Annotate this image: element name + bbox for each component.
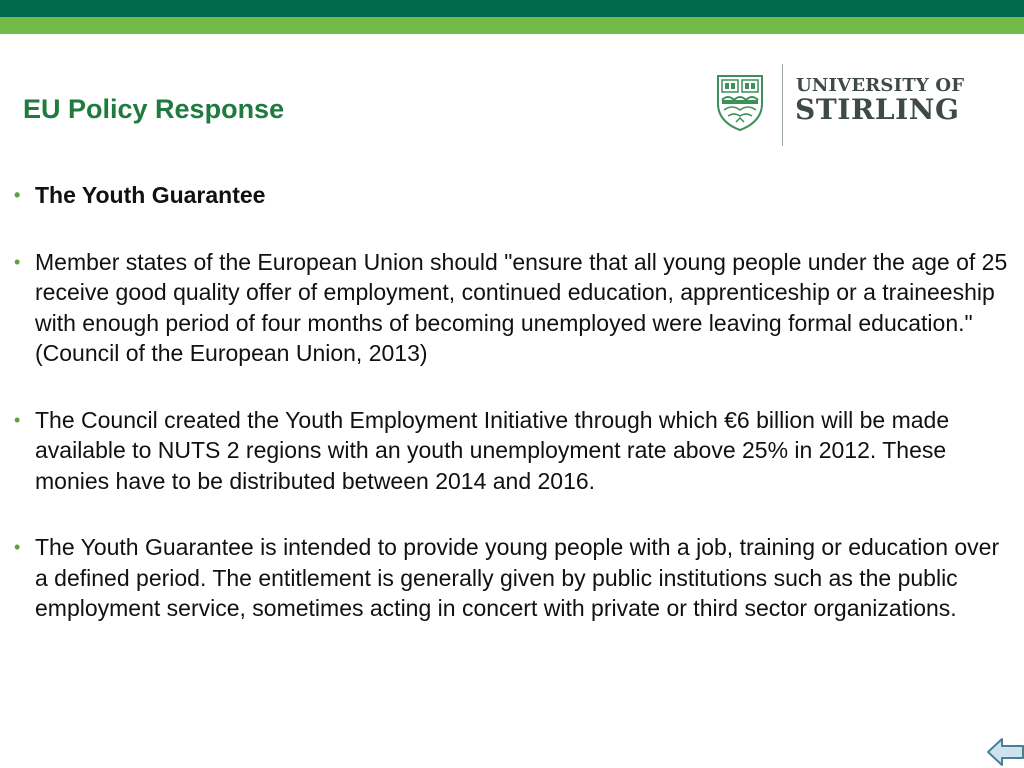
bullet-text: The Youth Guarantee is intended to provide young people with a job, training or education over a defined period. The entitlement is generally given by public institutions such as the public employment service, sometimes acting in concert with private or third sector organizations. xyxy=(35,534,1000,621)
university-logo xyxy=(716,64,966,146)
slide-title: EU Policy Response xyxy=(23,94,285,124)
bullet-icon: • xyxy=(14,251,21,272)
bullet-item-youth-guarantee-heading xyxy=(0,180,1010,211)
bullet-list xyxy=(0,180,1010,660)
header-band-light xyxy=(0,17,1024,34)
header-band-dark xyxy=(0,0,1024,17)
bullet-item-member-states xyxy=(0,247,1010,369)
bullet-item-guarantee-purpose xyxy=(0,532,1010,624)
logo-divider xyxy=(782,64,783,146)
bullet-icon: • xyxy=(14,409,21,430)
bullet-text: The Youth Guarantee xyxy=(35,182,266,208)
bullet-item-youth-employment-initiative xyxy=(0,405,1010,497)
bullet-icon: • xyxy=(14,537,21,557)
logo-stirling: STIRLING xyxy=(795,93,960,126)
back-arrow-icon[interactable] xyxy=(986,736,1024,768)
crest-icon xyxy=(716,74,764,132)
bullet-icon: • xyxy=(14,185,21,205)
bullet-text: The Council created the Youth Employment Initiative through which €6 billion will be made available to NUTS 2 regions with an youth unemployment rate above 25% in 2012. These monies have to be distributed between 2014 and 2016. xyxy=(35,406,950,494)
bullet-text: Member states of the European Union should "ensure that all young people under the age of 25 receive good quality offer of employment, continued education, apprenticeship or a traineeship with enough period of four months of becoming unemployed were leaving formal education." (Council of the European Union, 2013) xyxy=(35,248,1008,366)
logo-university-of: UNIVERSITY OF xyxy=(796,75,965,96)
